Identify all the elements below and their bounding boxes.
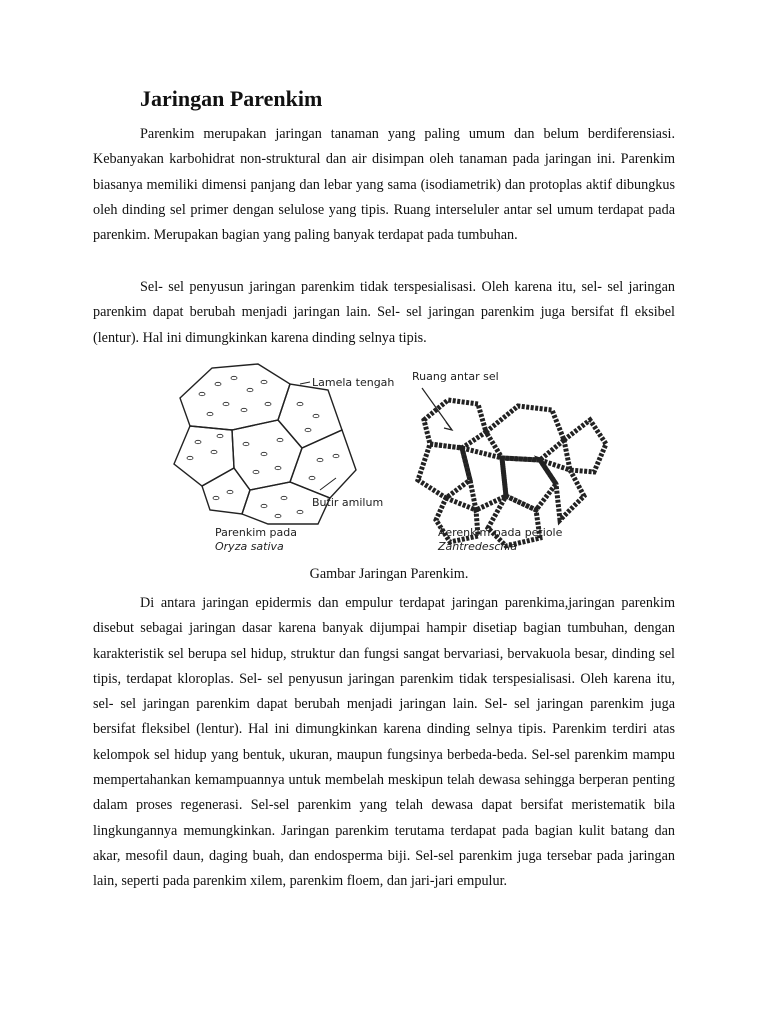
- page-title: Jaringan Parenkim: [140, 86, 323, 111]
- caption-left-line1: Parenkim pada: [215, 526, 297, 539]
- paragraph-details: Di antara jaringan epidermis dan empulur terdapat jaringan parenkima,jaringan parenkim disebut sebagai jaringan dasar karena banyak dijumpai hampir disetiap bagian tumbuhan, dengan karakteristik sel berupa sel hidup, struktur dan fungsi sangat bervariasi, bervakuola besar, dinding sel tipis, terdapat kloroplas. Sel- sel penyusun jaringan parenkim tidak terspesialisasi. Oleh karena itu, sel- sel jaringan parenkim dapat berubah menjadi jaringan lain. Sel- sel jaringan parenkim juga bersifat fleksibel (lentur). Hal ini dimungkinkan karena dinding selnya tipis. Parenkim terdiri atas kelompok sel hidup yang bentuk, ukuran, maupun fungsinya berbeda-beda. Sel-sel parenkim mampu mempertahankan kemampuannya untuk membelah meskipun telah dewasa sehingga berperan penting dalam proses regenerasi. Sel-sel parenkim yang telah dewasa dapat bersifat meristematik bila lingkungannya memungkinkan. Jaringan parenkim terutama terdapat pada bagian kulit batang dan akar, mesofil daun, daging buah, dan endosperma biji. Sel-sel parenkim juga tersebar pada jaringan lain, seperti pada parenkim xilem, parenkim floem, dan jari-jari empulur.: [93, 595, 675, 890]
- paragraph-intro: Parenkim merupakan jaringan tanaman yang paling umum dan belum berdiferensiasi. Kebanyakan karbohidrat non-struktural dan air disimpan oleh tanaman pada jaringan ini. Parenkim biasanya memiliki dimensi panjang dan lebar yang sama (isodiametrik) dan protoplas aktif dibungkus oleh dinding sel primer dengan selulose yang tipis. Ruang interseluler antar sel umum terdapat pada parenkim. Merupakan bagian yang paling banyak terdapat pada tumbuhan.: [93, 126, 675, 244]
- parenchyma-figure: [160, 360, 620, 560]
- label-ruang-antar-sel: Ruang antar sel: [412, 370, 499, 383]
- label-lamela-tengah: Lamela tengah: [312, 376, 395, 389]
- paragraph-cells: Sel- sel penyusun jaringan parenkim tidak terspesialisasi. Oleh karena itu, sel- sel jaringan parenkim dapat berubah menjadi jaringan lain. Sel- sel jaringan parenkim juga bersifat fl eksibel (lentur). Hal ini dimungkinkan karena dinding selnya tipis.: [93, 279, 675, 346]
- caption-right-line1: Aerenkim pada petiole: [438, 526, 563, 539]
- label-butir-amilum: Butir amilum: [312, 496, 384, 509]
- caption-right-line2: Zantredeschia: [438, 540, 518, 553]
- caption-left-line2: Oryza sativa: [215, 540, 284, 553]
- figure-caption: Gambar Jaringan Parenkim.: [309, 566, 469, 582]
